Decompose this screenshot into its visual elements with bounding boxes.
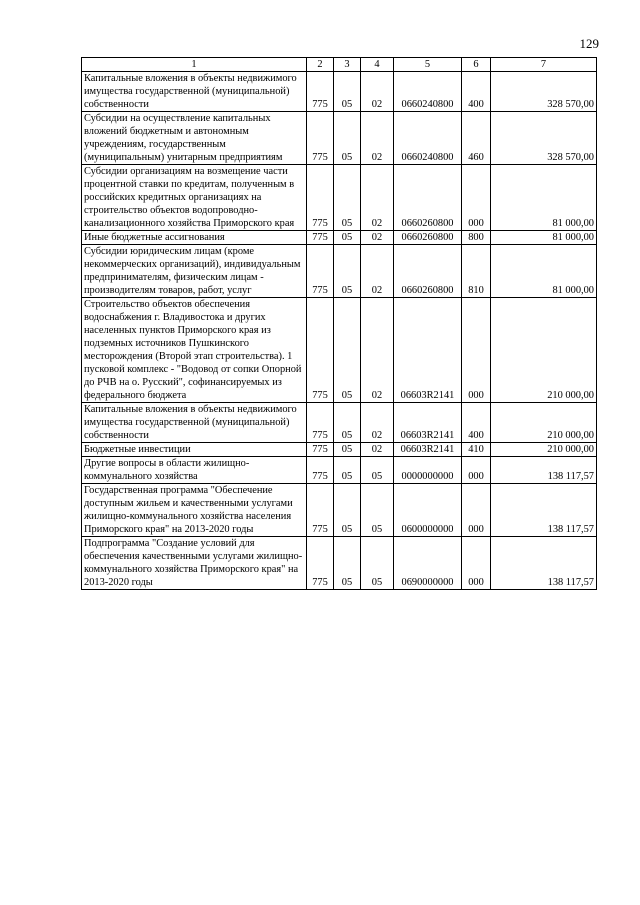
row-subsection: 02 [361,165,394,231]
row-section: 05 [334,112,361,165]
row-name: Субсидии юридическим лицам (кроме некоммерческих организаций), индивидуальным предпринимателям, физическим лицам - производителям товаров, работ, услуг [82,245,307,298]
row-name: Субсидии организациям на возмещение части процентной ставки по кредитам, полученным в российских кредитных организациях на строительство объектов водопроводно-канализационного хозяйства Приморского края [82,165,307,231]
row-amount: 210 000,00 [491,443,597,457]
row-target-article: 06603R2141 [394,298,462,403]
table-row [82,231,597,245]
row-code-admin: 775 [307,457,334,484]
row-code-admin: 775 [307,484,334,537]
row-code-admin: 775 [307,403,334,443]
row-expense-type: 800 [462,231,491,245]
row-expense-type: 000 [462,298,491,403]
row-amount: 328 570,00 [491,72,597,112]
table-row [82,403,597,443]
row-section: 05 [334,457,361,484]
row-subsection: 02 [361,403,394,443]
row-expense-type: 810 [462,245,491,298]
table-row [82,72,597,112]
row-name: Субсидии на осуществление капитальных вложений бюджетным и автономным учреждениям, государственным (муниципальным) унитарным предприятиям [82,112,307,165]
row-code-admin: 775 [307,298,334,403]
row-name: Другие вопросы в области жилищно-коммунального хозяйства [82,457,307,484]
table-row [82,484,597,537]
row-subsection: 02 [361,112,394,165]
row-code-admin: 775 [307,443,334,457]
row-target-article: 0660260800 [394,231,462,245]
row-code-admin: 775 [307,245,334,298]
row-target-article: 0600000000 [394,484,462,537]
row-target-article: 0660240800 [394,72,462,112]
row-name: Капитальные вложения в объекты недвижимого имущества государственной (муниципальной) собственности [82,403,307,443]
header-cell: 7 [491,58,597,72]
header-cell: 1 [82,58,307,72]
row-subsection: 02 [361,72,394,112]
row-amount: 81 000,00 [491,245,597,298]
row-section: 05 [334,245,361,298]
row-code-admin: 775 [307,112,334,165]
row-section: 05 [334,298,361,403]
row-expense-type: 460 [462,112,491,165]
row-target-article: 06603R2141 [394,403,462,443]
header-cell: 6 [462,58,491,72]
row-expense-type: 000 [462,484,491,537]
header-cell: 4 [361,58,394,72]
row-subsection: 05 [361,457,394,484]
row-subsection: 05 [361,537,394,590]
row-name: Строительство объектов обеспечения водоснабжения г. Владивостока и других населенных пунктов Приморского края из подземных источников Пушкинского месторождения (Второй этап строительства). 1 пусковой комплекс - "Водовод от сопки Опорной до РЧВ на о. Русский", софинансируемых из федерального бюджета [82,298,307,403]
row-expense-type: 000 [462,537,491,590]
row-expense-type: 000 [462,457,491,484]
row-name: Государственная программа "Обеспечение доступным жильем и качественными услугами жилищно-коммунального хозяйства населения Приморского края" на 2013-2020 годы [82,484,307,537]
row-subsection: 02 [361,245,394,298]
row-section: 05 [334,165,361,231]
row-subsection: 02 [361,443,394,457]
header-cell: 5 [394,58,462,72]
budget-table [81,57,597,590]
row-target-article: 0000000000 [394,457,462,484]
row-name: Иные бюджетные ассигнования [82,231,307,245]
row-target-article: 0660240800 [394,112,462,165]
row-expense-type: 410 [462,443,491,457]
row-expense-type: 000 [462,165,491,231]
table-row [82,457,597,484]
table-row [82,112,597,165]
row-code-admin: 775 [307,537,334,590]
row-amount: 81 000,00 [491,231,597,245]
page-number: 129 [579,36,599,51]
header-row [82,58,597,72]
row-section: 05 [334,72,361,112]
row-amount: 138 117,57 [491,484,597,537]
row-amount: 81 000,00 [491,165,597,231]
row-section: 05 [334,231,361,245]
row-code-admin: 775 [307,231,334,245]
table-row [82,245,597,298]
row-target-article: 06603R2141 [394,443,462,457]
row-amount: 138 117,57 [491,457,597,484]
row-name: Бюджетные инвестиции [82,443,307,457]
row-target-article: 0660260800 [394,245,462,298]
row-amount: 138 117,57 [491,537,597,590]
row-section: 05 [334,443,361,457]
header-cell: 2 [307,58,334,72]
row-code-admin: 775 [307,72,334,112]
row-amount: 210 000,00 [491,403,597,443]
row-section: 05 [334,537,361,590]
row-section: 05 [334,403,361,443]
table-row [82,165,597,231]
row-code-admin: 775 [307,165,334,231]
row-target-article: 0660260800 [394,165,462,231]
row-expense-type: 400 [462,72,491,112]
row-subsection: 02 [361,231,394,245]
table-row [82,298,597,403]
table-row [82,537,597,590]
row-amount: 210 000,00 [491,298,597,403]
row-name: Капитальные вложения в объекты недвижимого имущества государственной (муниципальной) собственности [82,72,307,112]
header-cell: 3 [334,58,361,72]
row-name: Подпрограмма "Создание условий для обеспечения качественными услугами жилищно-коммунального хозяйства Приморского края" на 2013-2020 годы [82,537,307,590]
row-target-article: 0690000000 [394,537,462,590]
row-subsection: 02 [361,298,394,403]
row-section: 05 [334,484,361,537]
row-amount: 328 570,00 [491,112,597,165]
row-expense-type: 400 [462,403,491,443]
row-subsection: 05 [361,484,394,537]
table-row [82,443,597,457]
